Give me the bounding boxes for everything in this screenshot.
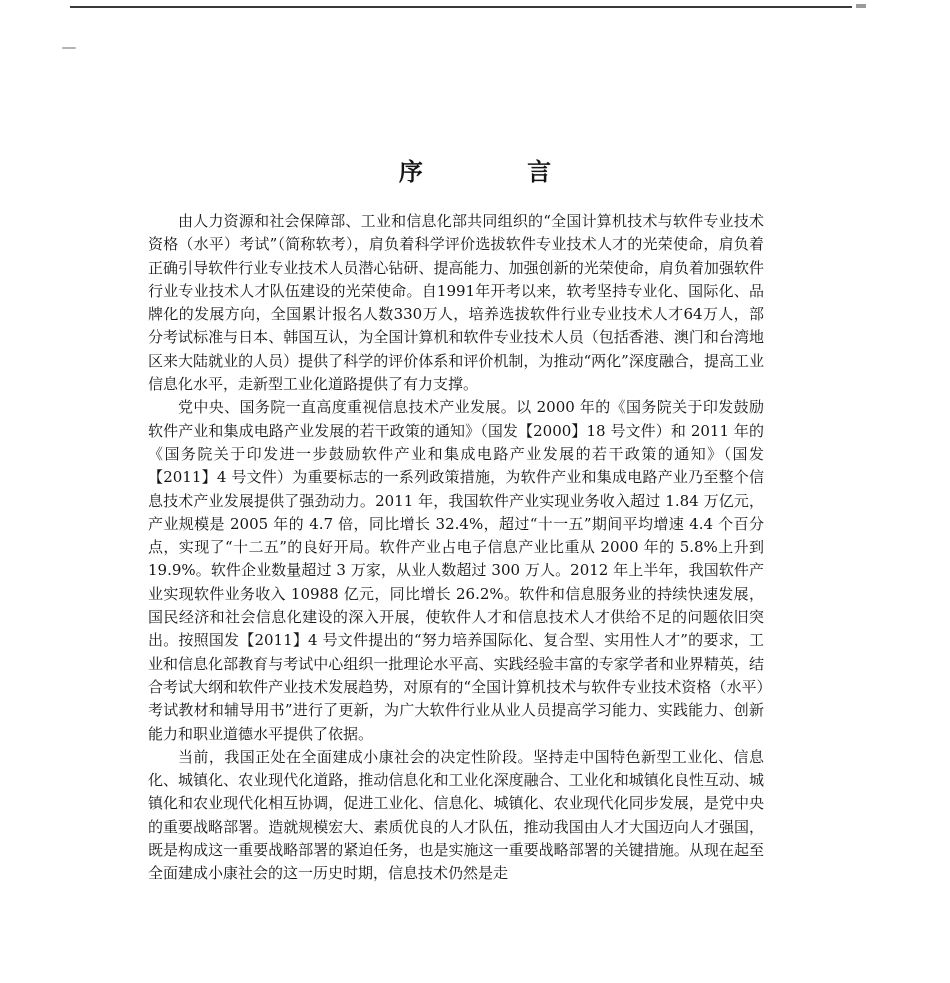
preface-paragraph-1: 由人力资源和社会保障部、工业和信息化部共同组织的“全国计算机技术与软件专业技术资格（水平）考试”（简称软考），肩负着科学评价选拔软件专业技术人才的光荣使命，肩负着正确引导软件行业专业技术人员潜心钻研、提高能力、加强创新的光荣使命，肩负着加强软件行业专业技术人才队伍建设的光荣使命。自1991年开考以来，软考坚持专业化、国际化、品牌化的发展方向，全国累计报名人数330万人，培养选拔软件行业专业技术人才64万人，部分考试标准与日本、韩国互认，为全国计算机和软件专业技术人员（包括香港、澳门和台湾地区来大陆就业的人员）提供了科学的评价体系和评价机制，为推动“两化”深度融合，提高工业信息化水平，走新型工业化道路提供了有力支撑。 <box>148 212 764 394</box>
scan-top-edge-mark <box>856 4 866 8</box>
preface-paragraph-2: 党中央、国务院一直高度重视信息技术产业发展。以 2000 年的《国务院关于印发鼓励软件产业和集成电路产业发展的若干政策的通知》（国发【2000】18 号文件）和 2011 年的《国务院关于印发进一步鼓励软件产业和集成电路产业发展的若干政策的通知》（国发【2011】4 号文件）为重要标志的一系列政策措施，为软件产业和集成电路产业乃至整个信息技术产业发展提供了强劲动力。2011 年，我国软件产业实现业务收入超过 1.84 万亿元，产业规模是 2005 年的 4.7 倍，同比增长 32.4%，超过“十一五”期间平均增速 4.4 个百分点，实现了“十二五”的良好开局。软件产业占电子信息产业比重从 2000 年的 5.8%上升到 19.9%。软件企业数量超过 3 万家，从业人数超过 300 万人。2012 年上半年，我国软件产业实现软件业务收入 10988 亿元，同比增长 26.2%。软件和信息服务业的持续快速发展，国民经济和社会信息化建设的深入开展，使软件人才和信息技术人才供给不足的问题依旧突出。按照国发【2011】4 号文件提出的“努力培养国际化、复合型、实用性人才”的要求，工业和信息化部教育与考试中心组织一批理论水平高、实践经验丰富的专家学者和业界精英，结合考试大纲和软件产业技术发展趋势，对原有的“全国计算机技术与软件专业技术资格（水平）考试教材和辅导用书”进行了更新，为广大软件行业从业人员提高学习能力、实践能力、创新能力和职业道德水平提供了依据。 <box>148 398 764 743</box>
scan-top-edge-line <box>70 6 852 8</box>
scan-speck <box>62 47 76 49</box>
page-title: 序 言 <box>398 157 600 186</box>
preface-paragraph-3: 当前，我国正处在全面建成小康社会的决定性阶段。坚持走中国特色新型工业化、信息化、城镇化、农业现代化道路，推动信息化和工业化深度融合、工业化和城镇化良性互动、城镇化和农业现代化相互协调，促进工业化、信息化、城镇化、农业现代化同步发展，是党中央的重要战略部署。造就规模宏大、素质优良的人才队伍，推动我国由人才大国迈向人才强国，既是构成这一重要战略部署的紧迫任务，也是实施这一重要战略部署的关键措施。从现在起至全面建成小康社会的这一历史时期，信息技术仍然是走 <box>148 747 764 883</box>
preface-body <box>148 210 764 886</box>
